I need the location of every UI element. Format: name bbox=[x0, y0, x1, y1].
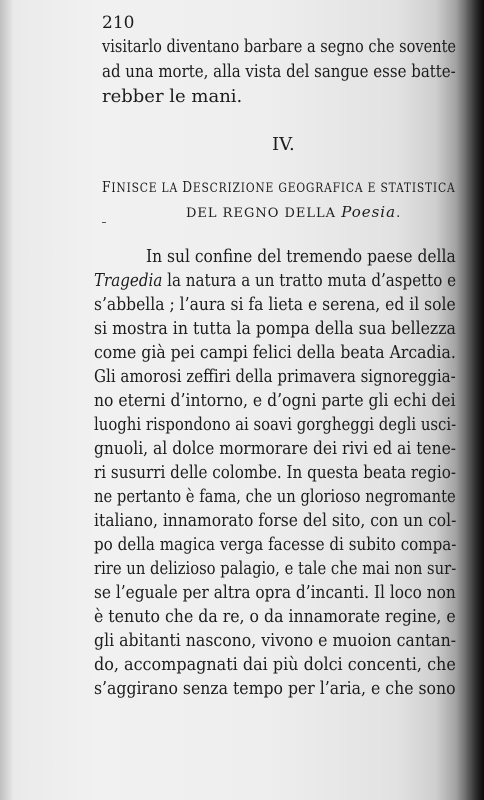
book-spine-shadow bbox=[456, 0, 484, 800]
page-number: 210 bbox=[102, 13, 135, 33]
body-line-1: In sul confine del tremendo paese della bbox=[146, 246, 456, 267]
body-line-18: do, accompagnati dai più dolci concenti, che bbox=[94, 654, 456, 675]
italic-word-tragedia: Tragedia bbox=[94, 270, 163, 291]
section-heading-line-2 bbox=[186, 201, 401, 225]
body-line-10: ri susurri delle colombe. In questa beata regio- bbox=[94, 462, 456, 483]
heading-text-part: ESCRIZIONE GEOGRAFICA E STATISTICA bbox=[192, 181, 456, 196]
heading-text-part: . bbox=[396, 206, 402, 221]
heading-italic-word: Poesia bbox=[341, 203, 397, 221]
body-line-8: luoghi rispondono ai soavi gorgheggi degli usci- bbox=[94, 414, 457, 435]
heading-text-part: INISCE LA bbox=[111, 181, 183, 196]
body-line-2 bbox=[94, 270, 456, 292]
body-line-17: gli abitanti nascono, vivono e muoion cantan- bbox=[94, 630, 457, 651]
body-line-4: si mostra in tutta la pompa della sua bellezza bbox=[94, 318, 456, 339]
heading-initial-d: D bbox=[182, 178, 193, 196]
body-line-7: no eterni d’intorno, e d’ogni parte gli echi dei bbox=[94, 390, 456, 411]
heading-text-part: DEL REGNO DELLA bbox=[186, 206, 342, 221]
carryover-line-2: ad una morte, alla vista del sangue esse batte- bbox=[102, 61, 456, 82]
body-line-14: rire un delizioso palagio, e tale che mai non sur- bbox=[94, 558, 457, 579]
carryover-line-1: visitarlo diventano barbare a segno che sovente bbox=[102, 36, 457, 57]
body-line-13: po della magica verga facesse di subito compa- bbox=[94, 534, 457, 555]
body-line-11: ne pertanto è fama, che un glorioso negromante bbox=[94, 486, 456, 507]
body-text-part: la natura a un tratto muta d’aspetto e bbox=[162, 270, 457, 291]
carryover-line-3: rebber le mani. bbox=[102, 86, 243, 107]
body-line-15: se l’eguale per altra opra d’incanti. Il loco non bbox=[94, 582, 456, 603]
body-line-3: s’abbella ; l’aura si fa lieta e serena, ed il sole bbox=[94, 294, 456, 315]
body-line-12: italiano, innamorato forse del sito, con un col- bbox=[94, 510, 457, 531]
heading-initial-f: F bbox=[102, 178, 112, 196]
body-line-5: come già pei campi felici della beata Arcadia. bbox=[94, 342, 456, 363]
section-heading-line-1 bbox=[102, 176, 455, 200]
body-line-6: Gli amorosi zeffiri della primavera signoreggia- bbox=[94, 366, 456, 387]
body-line-16: è tenuto che da re, o da innamorate regine, e bbox=[94, 606, 456, 627]
body-line-19: s’aggirano senza tempo per l’aria, e che sono bbox=[94, 678, 456, 699]
stray-mark bbox=[102, 222, 106, 223]
section-number: IV. bbox=[272, 134, 295, 155]
body-line-9: gnuoli, al dolce mormorare dei rivi ed ai tene- bbox=[94, 438, 457, 459]
page-edge-shadow bbox=[0, 0, 14, 800]
